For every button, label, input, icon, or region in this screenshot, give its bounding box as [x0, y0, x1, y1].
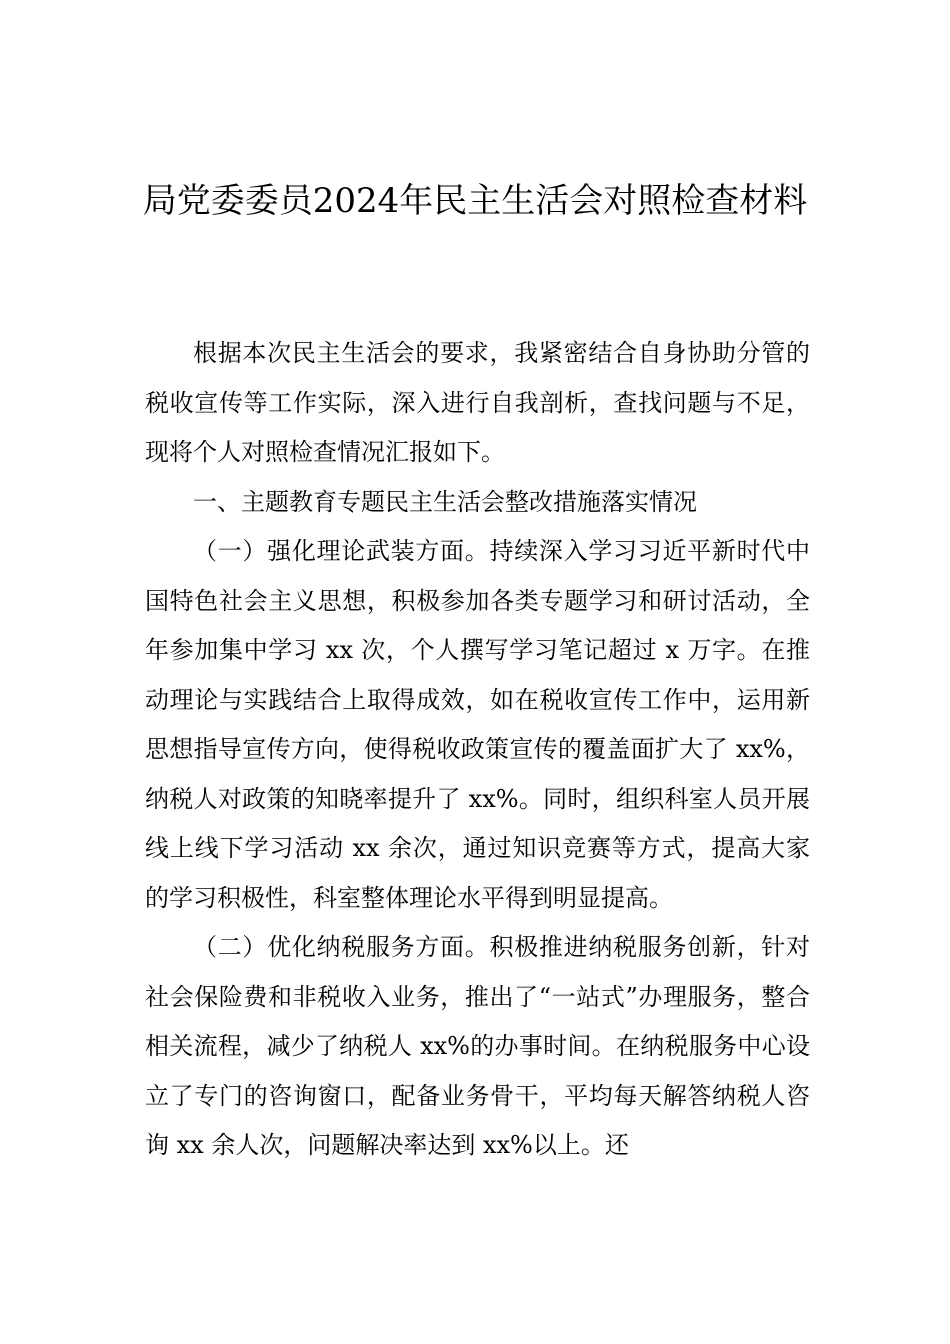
section-heading: 一、主题教育专题民主生活会整改措施落实情况: [193, 487, 697, 516]
subsection-theory-paragraph: （一）强化理论武装方面。持续深入学习习近平新时代中国特色社会主义思想，积极参加各类专题学习和研讨活动，全年参加集中学习 xx 次，个人撰写学习笔记超过 x 万字。在推动理论与实践结合上取得成效，如在税收宣传工作中，运用新思想指导宣传方向，使得税收政策宣传的覆盖面扩大了 xx%，纳税人对政策的知晓率提升了 xx%。同时，组织科室人员开展线上线下学习活动 xx 余次，通过知识竞赛等方式，提高大家的学习积极性，科室整体理论水平得到明显提高。: [145, 537, 810, 912]
intro-paragraph: 根据本次民主生活会的要求，我紧密结合自身协助分管的税收宣传等工作实际，深入进行自我剖析，查找问题与不足，现将个人对照检查情况汇报如下。: [145, 339, 810, 466]
subsection-service-paragraph: （二）优化纳税服务方面。积极推进纳税服务创新，针对社会保险费和非税收入业务，推出了“一站式”办理服务，整合相关流程，减少了纳税人 xx%的办事时间。在纳税服务中心设立了专门的咨询窗口，配备业务骨干，平均每天解答纳税人咨询 xx 余人次，问题解决率达到 xx%以上。还: [145, 933, 810, 1159]
document-title: 局党委委员2024年民主生活会对照检查材料: [142, 181, 808, 221]
document-body: [145, 329, 810, 1171]
